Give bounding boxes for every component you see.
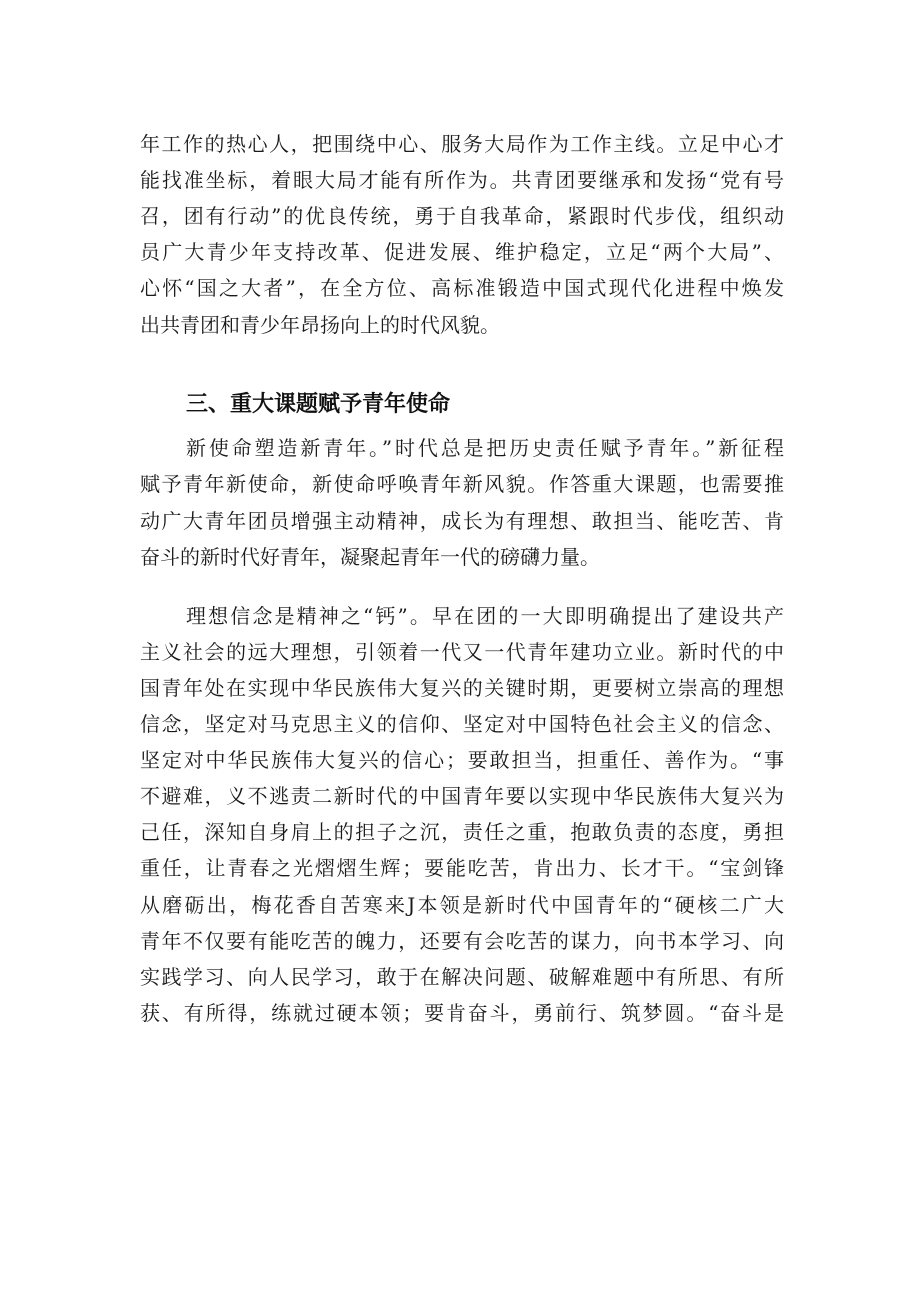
paragraph-2-line-4: 奋斗的新时代好青年，凝聚起青年一代的磅礴力量。 — [140, 545, 600, 569]
paragraph-2-line-2: 赋予青年新使命，新使命呼唤青年新风貌。作答重大课题，也需要推 — [140, 472, 784, 496]
paragraph-3-line-2: 主义社会的远大理想，引领着一代又一代青年建功立业。新时代的中 — [140, 640, 784, 664]
paragraph-1-line-6: 出共青团和青少年昂扬向上的时代风貌。 — [140, 313, 500, 337]
paragraph-3-line-10: 青年不仅要有能吃苦的魄力，还要有会吃苦的谋力，向书本学习、向 — [140, 929, 784, 953]
paragraph-1-line-4: 员广大青少年支持改革、促进发展、维护稳定，立足“两个大局”、 — [140, 240, 784, 264]
paragraph-1-line-5: 心怀“国之大者”，在全方位、高标准锻造中国式现代化进程中焕发 — [140, 276, 784, 300]
paragraph-1-line-3: 召，团有行动”的优良传统，勇于自我革命，紧跟时代步伐，组织动 — [140, 204, 784, 228]
paragraph-3-line-1: 理想信念是精神之“钙”。早在团的一大即明确提出了建设共产 — [186, 604, 784, 628]
paragraph-3-line-12: 获、有所得，练就过硬本领；要肯奋斗，勇前行、筑梦圆。“奋斗是 — [140, 1001, 784, 1025]
paragraph-3-line-4: 信念，坚定对马克思主义的信仰、坚定对中国特色社会主义的信念、 — [140, 712, 784, 736]
paragraph-3-line-9: 从磨砺出，梅花香自苦寒来J本领是新时代中国青年的“硬核二广大 — [140, 893, 784, 917]
paragraph-3-line-6: 不避难，义不逃责二新时代的中国青年要以实现中华民族伟大复兴为 — [140, 784, 784, 808]
paragraph-3-line-5: 坚定对中华民族伟大复兴的信心；要敢担当，担重任、善作为。“事 — [140, 748, 784, 772]
paragraph-1-line-2: 能找准坐标，着眼大局才能有所作为。共青团要继承和发扬“党有号 — [140, 168, 784, 192]
paragraph-3-line-8: 重任，让青春之光熠熠生辉；要能吃苦，肯出力、长才干。“宝剑锋 — [140, 856, 784, 880]
paragraph-3-line-3: 国青年处在实现中华民族伟大复兴的关键时期，更要树立崇高的理想 — [140, 676, 784, 700]
paragraph-3-line-11: 实践学习、向人民学习，敢于在解决问题、破解难题中有所思、有所 — [140, 965, 784, 989]
section-heading: 三、重大课题赋予青年使命 — [186, 392, 451, 417]
paragraph-2-line-3: 动广大青年团员增强主动精神，成长为有理想、敢担当、能吃苦、肯 — [140, 509, 784, 533]
paragraph-3-line-7: 己任，深知自身肩上的担子之沉，责任之重，抱敢负责的态度，勇担 — [140, 820, 784, 844]
paragraph-2-line-1: 新使命塑造新青年。”时代总是把历史责任赋予青年。”新征程 — [186, 436, 784, 460]
paragraph-1-line-1: 年工作的热心人，把围绕中心、服务大局作为工作主线。立足中心才 — [140, 132, 784, 156]
